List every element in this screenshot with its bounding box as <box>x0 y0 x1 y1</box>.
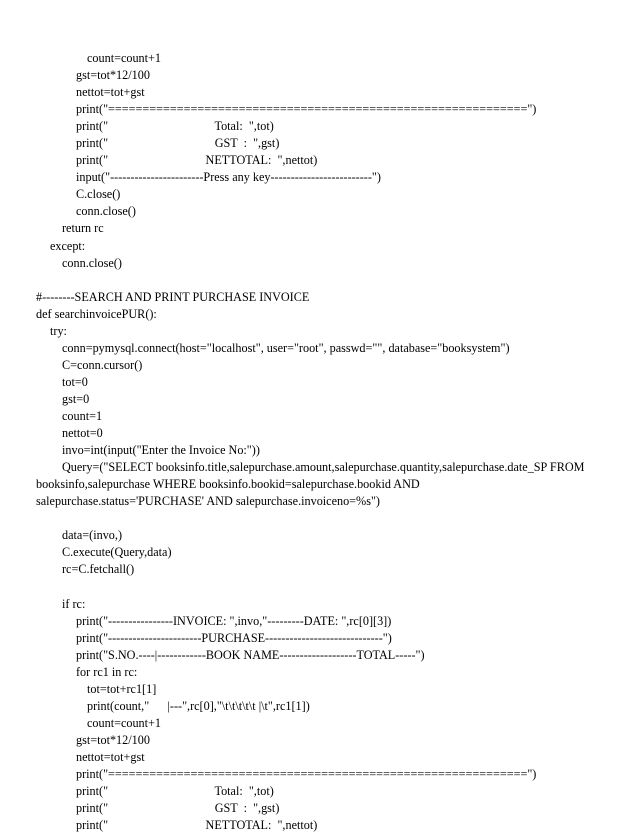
code-line: except: <box>50 238 86 253</box>
code-line: gst=tot*12/100 <box>76 68 150 83</box>
code-line: input("-----------------------Press any key-------------------------") <box>76 170 381 185</box>
code-line: nettot=tot+gst <box>76 749 145 764</box>
code-line: print(" GST : ",gst) <box>76 136 280 151</box>
code-line: return rc <box>62 221 104 236</box>
code-line: nettot=0 <box>62 426 103 441</box>
code-line <box>36 272 616 289</box>
code-line: print("----------------INVOICE: ",invo,"---------DATE: ",rc[0][3]) <box>76 613 392 628</box>
code-line: conn.close() <box>62 255 122 270</box>
code-line <box>36 578 616 595</box>
code-line: conn=pymysql.connect(host="localhost", user="root", passwd="", database="booksystem") <box>62 340 510 355</box>
code-line: #--------SEARCH AND PRINT PURCHASE INVOICE <box>36 289 310 304</box>
code-line: count=count+1 <box>87 51 161 65</box>
code-line: print("S.NO.----|------------BOOK NAME-------------------TOTAL-----") <box>76 647 425 662</box>
code-line: print("-----------------------PURCHASE-----------------------------") <box>76 630 392 645</box>
code-line: Query=("SELECT booksinfo.title,salepurchase.amount,salepurchase.quantity,salepurchase.date_SP FROM <box>62 460 585 475</box>
code-line: def searchinvoicePUR(): <box>36 306 157 321</box>
code-line: data=(invo,) <box>62 528 123 543</box>
code-line: C.execute(Query,data) <box>62 545 172 560</box>
code-line: nettot=tot+gst <box>76 85 145 100</box>
code-line: print("=============================================================") <box>76 102 537 117</box>
code-line: print("=============================================================") <box>76 766 537 781</box>
code-line: print(" NETTOTAL: ",nettot) <box>76 818 318 833</box>
code-line: tot=tot+rc1[1] <box>87 681 157 696</box>
code-line: count=1 <box>62 408 103 423</box>
code-line: if rc: <box>62 596 86 611</box>
code-line: print(count," |---",rc[0],"\t\t\t\t\t |\t",rc1[1]) <box>87 698 310 713</box>
code-line: tot=0 <box>62 374 88 389</box>
code-line: print(" GST : ",gst) <box>76 801 280 816</box>
code-line: salepurchase.status='PURCHASE' AND salepurchase.invoiceno=%s") <box>36 494 380 509</box>
code-line: try: <box>50 323 67 338</box>
code-line: rc=C.fetchall() <box>62 562 135 577</box>
code-line: print(" NETTOTAL: ",nettot) <box>76 153 318 168</box>
code-line: print(" Total: ",tot) <box>76 119 274 134</box>
code-line: gst=0 <box>62 391 90 406</box>
code-line: conn.close() <box>76 204 136 219</box>
code-line: for rc1 in rc: <box>76 664 138 679</box>
code-line: count=count+1 <box>87 715 161 730</box>
code-line: C=conn.cursor() <box>62 357 143 372</box>
code-line: print(" Total: ",tot) <box>76 784 274 799</box>
code-line: invo=int(input("Enter the Invoice No:")) <box>62 443 260 458</box>
code-line: gst=tot*12/100 <box>76 732 150 747</box>
code-line: C.close() <box>76 187 121 202</box>
code-line: booksinfo,salepurchase WHERE booksinfo.bookid=salepurchase.bookid AND <box>36 477 420 492</box>
code-listing <box>36 50 616 834</box>
code-line <box>36 510 616 527</box>
